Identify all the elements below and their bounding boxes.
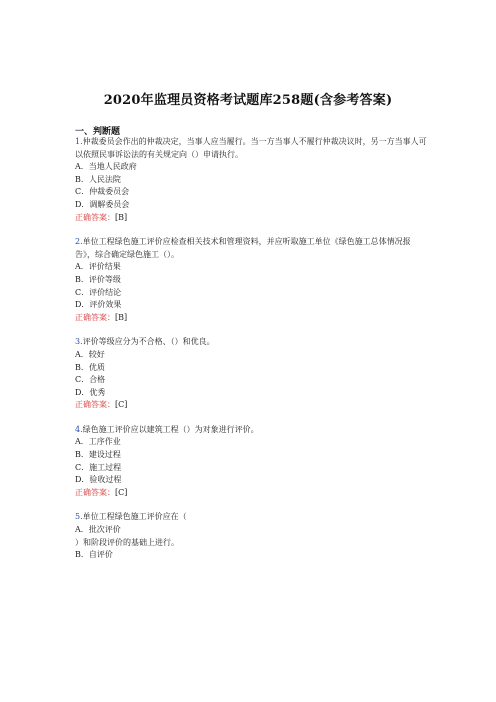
question-stem [75,236,427,261]
option-d: D．评价效果 [75,300,122,310]
question-item [75,336,427,412]
question-text: 单位工程绿色施工评价应在（ [82,512,187,522]
question-stem [75,336,427,349]
option-d: D．优秀 [75,387,106,397]
option-c: C．评价结论 [75,287,122,297]
question-item [75,136,427,224]
question-number: 2. [75,237,83,247]
question-text: 评价等级应分为不合格、（）和优良。 [82,337,215,347]
option-c: C．施工过程 [75,462,122,472]
correct-answer [75,212,427,225]
option-b: B．评价等级 [75,274,121,284]
option-b: B．优质 [75,362,105,372]
option-d: D．验收过程 [75,475,122,485]
document-title: 2020年监理员资格考试题库258题(含参考答案) [103,93,393,108]
answer-label: 正确答案： [75,400,115,410]
question-item [75,236,427,324]
correct-answer [75,399,427,412]
answer-value: [C] [115,400,128,410]
question-item [75,424,427,500]
question-number: 5. [75,512,83,522]
question-text-continuation: ）和阶段评价的基础上进行。 [75,537,179,547]
question-list [75,136,427,574]
question-item [75,511,427,561]
correct-answer [75,312,427,325]
correct-answer [75,487,427,500]
answer-label: 正确答案： [75,212,115,222]
question-text: 仲裁委员会作出的仲裁决定，当事人应当履行。当一方当事人不履行仲裁决议时，另一方当事人可以依照民事诉讼法的有关规定向（）申请执行。 [75,137,427,159]
section-heading: 一、判断题 [75,127,121,137]
answer-label: 正确答案： [75,312,115,322]
option-a: A．工序作业 [75,437,121,447]
question-text: 绿色施工评价应以建筑工程（）为对象进行评价。 [82,424,259,434]
question-number: 1. [75,137,83,146]
question-stem [75,511,427,524]
option-c: C．仲裁委员会 [75,187,130,197]
option-a: A．批次评价 [75,525,121,535]
option-d: D．调解委员会 [75,199,130,209]
question-number: 3. [75,337,83,347]
answer-label: 正确答案： [75,487,115,497]
question-number: 4. [75,424,83,434]
option-a: A．较好 [75,349,105,359]
option-b: B．人民法院 [75,174,121,184]
answer-value: [C] [115,487,128,497]
answer-value: [B] [115,212,128,222]
option-b: B．建设过程 [75,450,121,460]
answer-value: [B] [115,312,128,322]
option-b: B．自评价 [75,550,113,560]
question-text: 单位工程绿色施工评价应检查相关技术和管理资料，并应听取施工单位《绿色施工总体情况报告》，综合确定绿色施工（）。 [75,237,411,259]
option-a: A．评价结果 [75,262,121,272]
option-a: A．当地人民政府 [75,162,137,172]
option-c: C．合格 [75,375,106,385]
question-stem [75,424,427,437]
question-stem [75,136,427,161]
